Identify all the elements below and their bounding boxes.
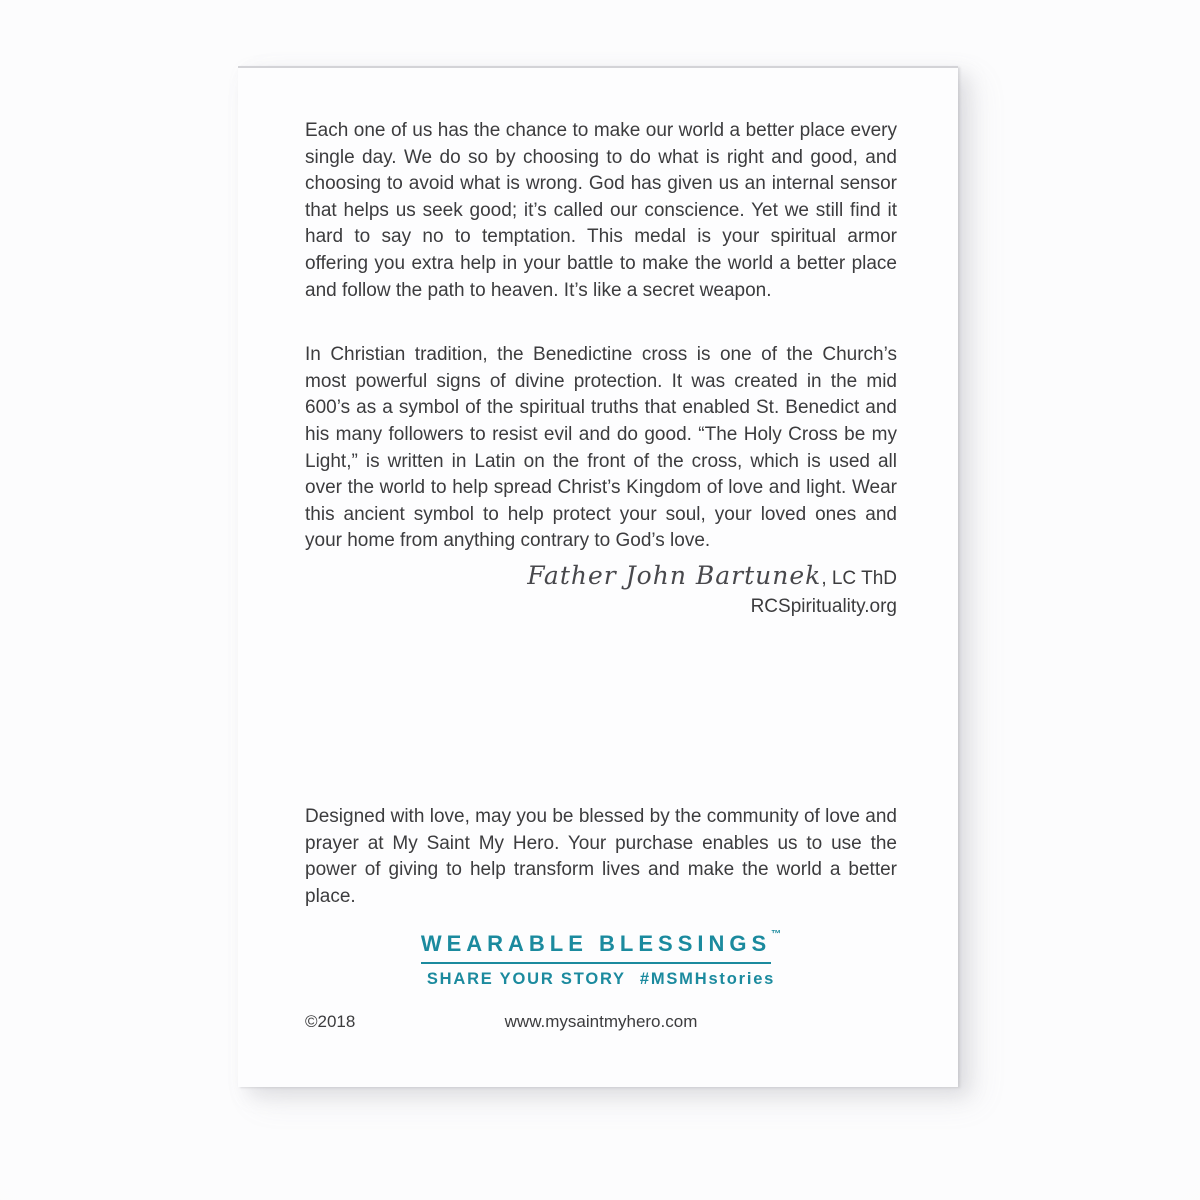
blessing-card-back	[238, 66, 958, 1087]
paragraph-mission: Designed with love, may you be blessed by the community of love and prayer at My Saint My Hero. Your purchase enables us to use the power of giving to help transform lives and make the world a better place.	[305, 805, 897, 907]
trademark-symbol: ™	[771, 929, 782, 941]
signature-block	[305, 561, 897, 619]
paragraph-benedictine-cross: In Christian tradition, the Benedictine cross is one of the Church’s most powerful signs of divine protection. It was created in the mid 600’s as a symbol of the spiritual truths that enabled St. Benedict and his many followers to resist evil and do good. “The Holy Cross be my Light,” is written in Latin on the front of the cross, which is used all over the world to help spread Christ’s Kingdom of love and light. Wear this ancient symbol to help protect your soul, your loved ones and your home from anything contrary to God’s love.	[305, 344, 897, 552]
brand-wordmark	[421, 931, 781, 964]
brand-block	[305, 931, 897, 989]
brand-wordmark-text: WEARABLE BLESSINGS	[421, 931, 771, 964]
signature-name: Father John Bartunek	[527, 560, 822, 590]
copyright-text: ©2018	[305, 1012, 356, 1032]
card-footer	[305, 1012, 897, 1032]
brand-tagline	[305, 970, 897, 989]
signature-credentials: , LC ThD	[821, 567, 897, 589]
signature-org: RCSpirituality.org	[750, 595, 897, 617]
tagline-share-your-story: SHARE YOUR STORY	[426, 970, 626, 989]
signature-line	[305, 561, 897, 595]
paragraph-intro: Each one of us has the chance to make our world a better place every single day. We do so by choosing to do what is right and good, and choosing to avoid what is wrong. God has given us an internal sensor that helps us seek good; it’s called our conscience. Yet we still find it hard to say no to temptation. This medal is your spiritual armor offering you extra help in your battle to make the world a better place and follow the path to heaven. It’s like a secret weapon.	[305, 120, 897, 301]
card-content	[238, 68, 958, 1032]
website-url: www.mysaintmyhero.com	[504, 1012, 698, 1032]
tagline-hashtag: #MSMHstories	[639, 970, 776, 989]
